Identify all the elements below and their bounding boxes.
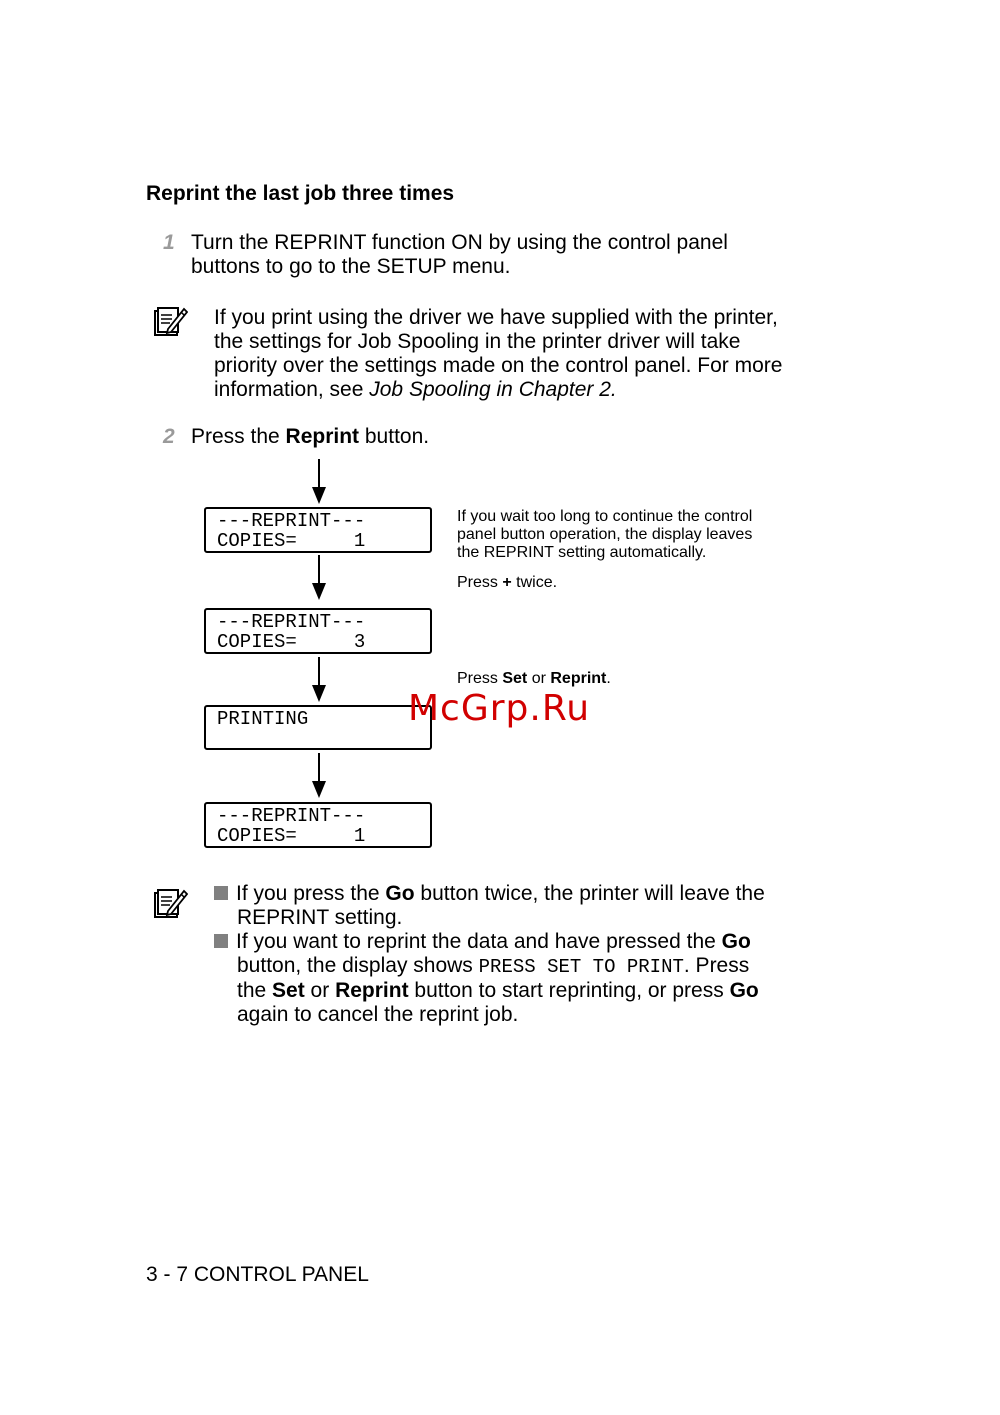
step-1-number: 1 (163, 231, 175, 254)
lcd-display-reprint-copies-1-final (204, 802, 432, 848)
note-1-text (214, 306, 782, 402)
bullet-square-icon (214, 934, 228, 948)
lcd-line-1: ---REPRINT--- (217, 805, 366, 827)
lcd-display-reprint-copies-3 (204, 608, 432, 654)
lcd-line-2: COPIES= 1 (217, 530, 366, 552)
press-plus-annotation (457, 574, 557, 592)
step-2-prefix: Press the (191, 425, 286, 448)
press-plus-suffix: twice. (511, 574, 558, 591)
bullet-2-line-3-or: or (304, 979, 336, 1002)
bullet-2-line-2 (214, 954, 759, 979)
bullet-2-line-2-post: . Press (683, 954, 750, 977)
go-key-label: Go (385, 882, 415, 905)
lcd-line-1: ---REPRINT--- (217, 510, 366, 532)
timeout-annotation (457, 508, 752, 562)
reprint-key-label: Reprint (335, 979, 409, 1002)
bullet-1-post: button twice, the printer will leave the (414, 882, 765, 905)
note-1-line-1: If you print using the driver we have supplied with the printer, (214, 306, 778, 329)
step-1-line-1: Turn the REPRINT function ON by using the control panel (191, 231, 728, 254)
section-heading: Reprint the last job three times (146, 182, 455, 205)
note-1-line-2: the settings for Job Spooling in the printer driver will take (214, 330, 741, 353)
timeout-line-2: panel button operation, the display leaves (457, 526, 753, 543)
step-2-suffix: button. (359, 425, 430, 448)
lcd-line-2: COPIES= 1 (217, 825, 366, 847)
press-set-annotation (457, 670, 611, 688)
go-key-label: Go (721, 930, 751, 953)
bullet-2-pre: If you want to reprint the data and have pressed the (236, 930, 722, 953)
page-footer: 3 - 7 CONTROL PANEL (146, 1263, 369, 1286)
step-2-number: 2 (163, 425, 175, 448)
note-pad-pencil-icon (152, 305, 188, 339)
lcd-line-2: COPIES= 3 (217, 631, 366, 653)
note-1-line-4 (214, 378, 782, 402)
lcd-display-reprint-copies-1 (204, 507, 432, 553)
note-1-line-3: priority over the settings made on the control panel. For more (214, 354, 783, 377)
timeout-line-3: the REPRINT setting automatically. (457, 544, 707, 561)
press-plus-prefix: Press (457, 574, 503, 591)
note-2-bullet-2 (214, 930, 759, 1027)
bullet-1-line-2: REPRINT setting. (237, 906, 403, 929)
go-key-label: Go (729, 979, 759, 1002)
bullet-1-pre: If you press the (236, 882, 386, 905)
set-key-label: Set (502, 670, 528, 687)
press-set-suffix: . (606, 670, 611, 687)
job-spooling-reference: Job Spooling in Chapter 2. (369, 378, 617, 401)
step-2-reprint-key: Reprint (285, 425, 360, 448)
step-1-text (191, 231, 728, 279)
reprint-key-label: Reprint (550, 670, 607, 687)
flow-arrow-down-icon (309, 657, 329, 703)
step-1-line-2: buttons to go to the SETUP menu. (191, 255, 511, 278)
plus-key-label: + (502, 574, 512, 591)
note-2-bullet-1 (214, 882, 765, 930)
flow-arrow-down-icon (309, 753, 329, 799)
lcd-display-printing (204, 705, 432, 750)
flow-arrow-down-icon (309, 555, 329, 601)
bullet-2-line-3-mid: button to start reprinting, or press (408, 979, 730, 1002)
press-set-or: or (527, 670, 551, 687)
press-set-prefix: Press (457, 670, 503, 687)
lcd-message-press-set-to-print: PRESS SET TO PRINT (478, 956, 684, 978)
bullet-2-line-3 (214, 979, 759, 1003)
bullet-square-icon (214, 886, 228, 900)
bullet-2-line-2-pre: button, the display shows (237, 954, 479, 977)
bullet-2-line-4: again to cancel the reprint job. (237, 1003, 519, 1026)
timeout-line-1: If you wait too long to continue the control (457, 508, 753, 525)
flow-arrow-down-icon (309, 459, 329, 505)
bullet-2-line-3-pre: the (237, 979, 273, 1002)
lcd-line-1: PRINTING (217, 708, 309, 730)
note-pad-pencil-icon (152, 887, 188, 921)
step-2-text (191, 425, 429, 449)
set-key-label: Set (272, 979, 305, 1002)
watermark: McGrp.Ru (408, 688, 591, 729)
lcd-line-1: ---REPRINT--- (217, 611, 366, 633)
note-1-line-4-prefix: information, see (214, 378, 370, 401)
